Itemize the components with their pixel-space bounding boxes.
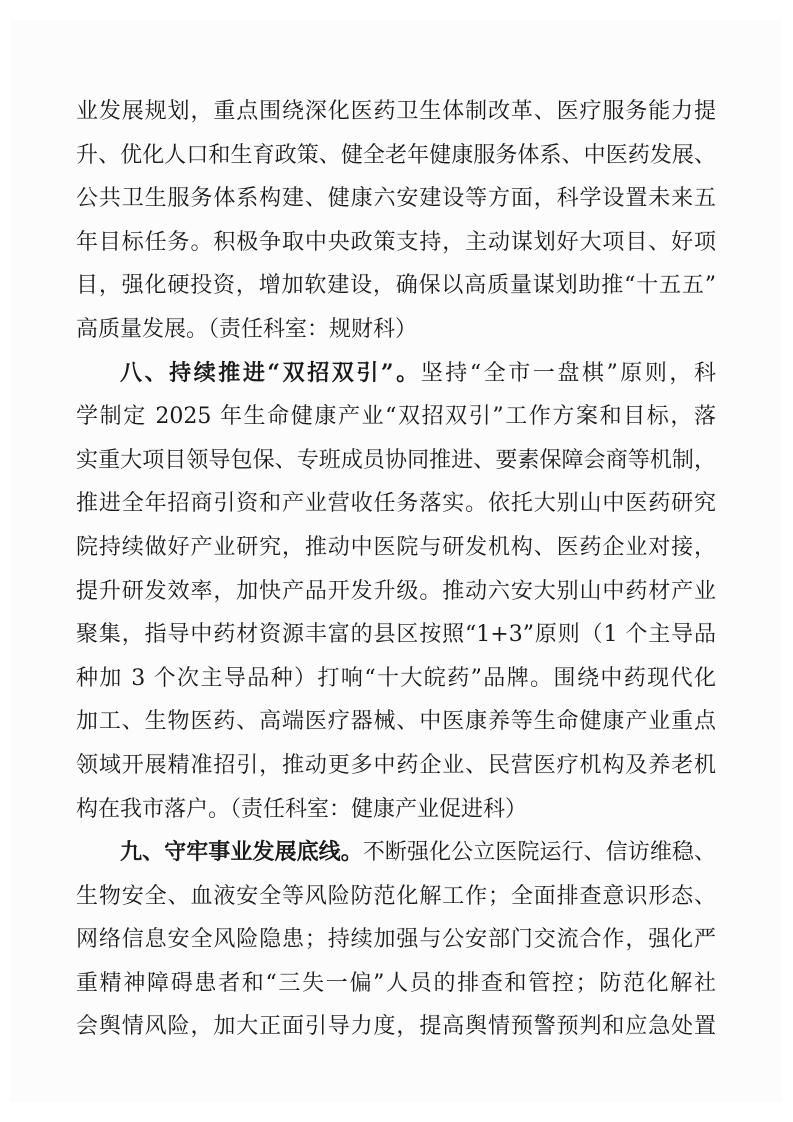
- paragraph-line: 加工、生物医药、高端医疗器械、中医康养等生命健康产业重点: [76, 709, 716, 735]
- paragraph-line: 领域开展精准招引，推动更多中药企业、民营医疗机构及养老机: [76, 752, 716, 778]
- section-8-lead-text: 坚持“全市一盘棋”原则，科: [420, 360, 716, 386]
- paragraph-line: 学制定 2025 年生命健康产业“双招双引”工作方案和目标，落: [76, 404, 716, 430]
- paragraph-line: 年目标任务。积极争取中央政策支持，主动谋划好大项目、好项: [76, 229, 716, 255]
- paragraph-line: 院持续做好产业研究，推动中医院与研发机构、医药企业对接，: [76, 534, 716, 560]
- paragraph-line: 业发展规划，重点围绕深化医药卫生体制改革、医疗服务能力提: [76, 99, 716, 124]
- paragraph-line: 高质量发展。（责任科室：规财科）: [76, 316, 418, 342]
- paragraph-line: 重精神障碍患者和“三失一偏”人员的排查和管控；防范化解社: [76, 970, 716, 996]
- paragraph-line: 提升研发效率，加快产品开发升级。推动六安大别山中药材产业: [76, 578, 716, 604]
- paragraph-line: 网络信息安全风险隐患；持续加强与公安部门交流合作，强化严: [76, 927, 716, 953]
- paragraph-line: 聚集，指导中药材资源丰富的县区按照“1+3”原则（1 个主导品: [76, 622, 716, 648]
- section-9-first-line: [76, 831, 716, 875]
- section-8-first-line: [76, 352, 716, 396]
- paragraph-line: 种加 3 个次主导品种）打响“十大皖药”品牌。围绕中药现代化: [76, 665, 716, 691]
- section-8-heading: 八、持续推进“双招双引”。: [120, 359, 421, 386]
- paragraph-line: 构在我市落户。（责任科室：健康产业促进科）: [76, 796, 528, 822]
- section-9-heading: 九、守牢事业发展底线。: [120, 839, 363, 866]
- paragraph-line: 公共卫生服务体系构建、健康六安建设等方面，科学设置未来五: [76, 186, 716, 212]
- paragraph-line: 目，强化硬投资，增加软建设，确保以高质量谋划助推“十五五”: [76, 273, 716, 299]
- paragraph-line: 推进全年招商引资和产业营收任务落实。依托大别山中医药研究: [76, 491, 716, 517]
- section-9-lead-text: 不断强化公立医院运行、信访维稳、: [362, 840, 716, 866]
- paragraph-line: 实重大项目领导包保、专班成员协同推进、要素保障会商等机制，: [76, 447, 716, 473]
- paragraph-line: 会舆情风险，加大正面引导力度，提高舆情预警预判和应急处置: [76, 1014, 716, 1040]
- paragraph-line: 生物安全、血液安全等风险防范化解工作；全面排查意识形态、: [76, 883, 716, 909]
- paragraph-line: 升、优化人口和生育政策、健全老年健康服务体系、中医药发展、: [76, 142, 716, 168]
- document-body: [76, 90, 716, 1049]
